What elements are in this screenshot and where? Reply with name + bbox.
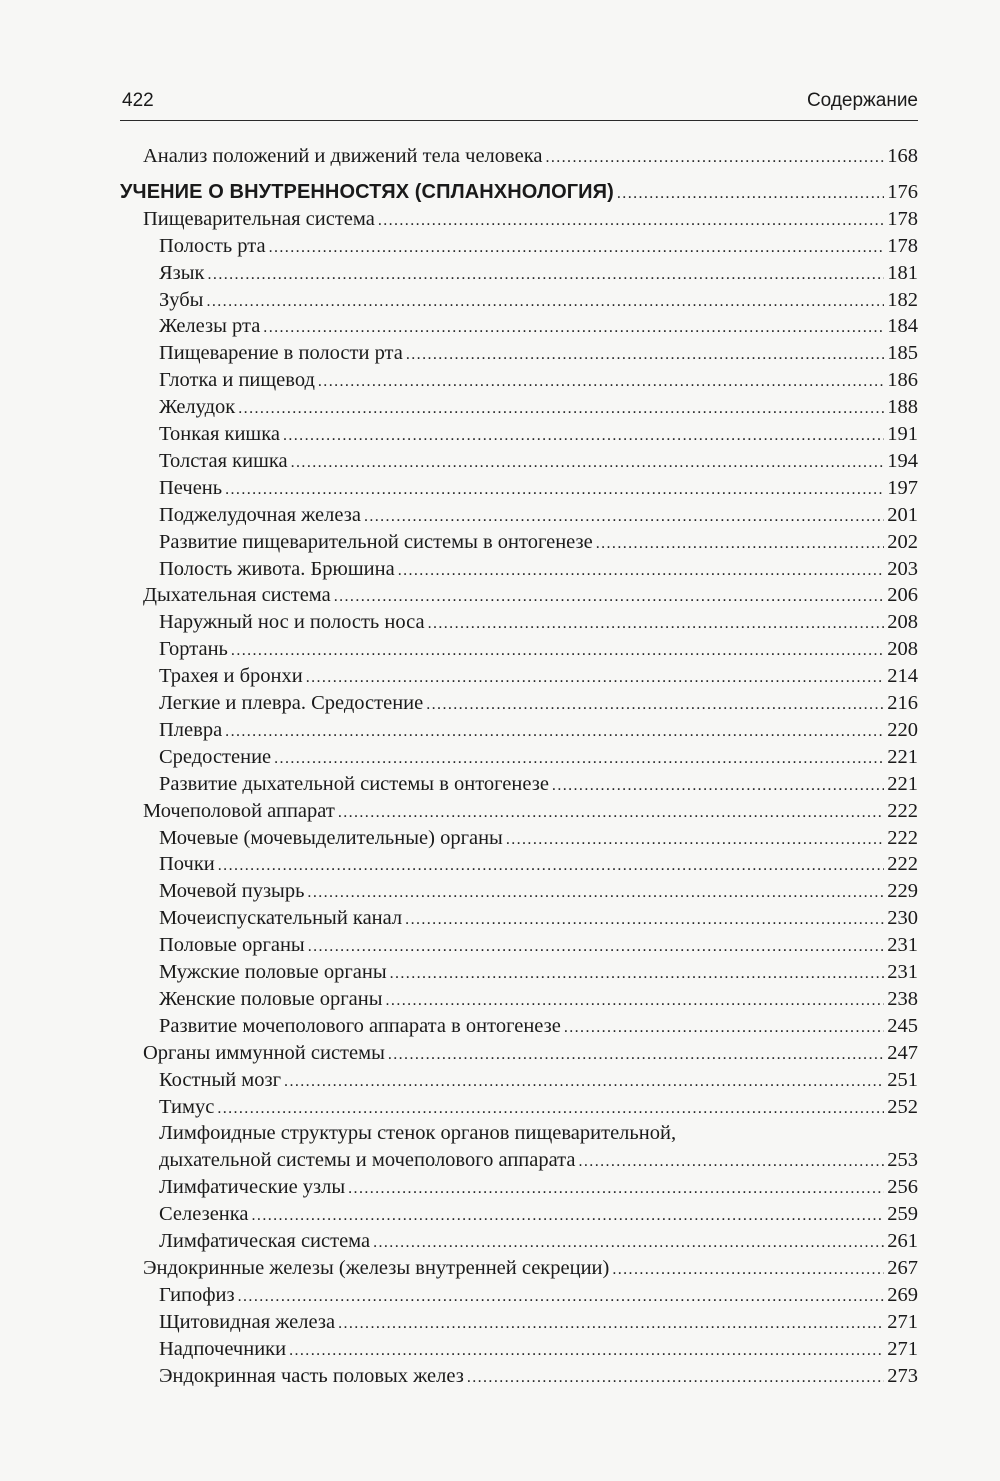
toc-entry[interactable] (159, 959, 918, 988)
dot-leader (426, 692, 884, 719)
toc-entry-title: Железы рта (159, 315, 261, 338)
toc-entry[interactable] (159, 663, 918, 692)
toc-entry[interactable] (143, 582, 918, 611)
toc-entry-title: Плевра (159, 718, 223, 741)
toc-entry[interactable] (159, 690, 918, 719)
toc-entry-page: 231 (887, 934, 918, 957)
dot-leader (208, 262, 885, 289)
toc-entry-page: 182 (887, 288, 918, 311)
toc-entry[interactable] (159, 1147, 918, 1176)
dot-leader (218, 853, 884, 880)
toc-entry[interactable] (159, 475, 918, 504)
dot-leader (564, 1015, 884, 1042)
toc-entry[interactable] (159, 932, 918, 961)
dot-leader (283, 423, 884, 450)
dot-leader (225, 719, 884, 746)
toc-entry[interactable] (159, 448, 918, 477)
toc-entry-title: Полость рта (159, 234, 266, 257)
toc-entry-title: Эндокринная часть половых желез (159, 1364, 464, 1387)
toc-entry[interactable] (159, 878, 918, 907)
toc-entry-page: 271 (887, 1310, 918, 1333)
toc-entry-page: 221 (887, 772, 918, 795)
toc-section-heading[interactable] (120, 179, 918, 208)
dot-leader (552, 773, 884, 800)
toc-entry[interactable] (159, 1336, 918, 1365)
toc-entry-page: 259 (887, 1203, 918, 1226)
dot-leader (545, 145, 884, 172)
toc-entry[interactable] (159, 986, 918, 1015)
toc-entry-page: 231 (887, 961, 918, 983)
toc-entry-title: Язык (159, 261, 205, 284)
dot-leader (338, 800, 884, 827)
dot-leader (238, 1284, 885, 1311)
toc-entry-page: 256 (887, 1176, 918, 1199)
toc-entry-title: Легкие и плевра. Средостение (159, 692, 424, 714)
dot-leader (269, 235, 885, 262)
toc-entry[interactable] (159, 905, 918, 934)
toc-entry-page: 269 (887, 1283, 918, 1306)
dot-leader (225, 477, 884, 504)
toc-entry-title: Мочеиспускательный канал (159, 907, 403, 930)
toc-entry-page: 261 (887, 1230, 918, 1252)
toc-entry-page: 168 (887, 145, 918, 167)
toc-entry-page: 245 (887, 1014, 918, 1037)
dot-leader (467, 1365, 884, 1392)
toc-entry[interactable] (159, 1174, 918, 1203)
dot-leader (364, 504, 884, 531)
toc-entry[interactable] (143, 1255, 918, 1284)
toc-entry-page: 202 (887, 530, 918, 553)
toc-entry-page: 186 (887, 369, 918, 392)
toc-entry[interactable] (143, 143, 918, 172)
dot-leader (334, 584, 885, 611)
toc-entry[interactable] (143, 798, 918, 827)
toc-entry-title: дыхательной системы и мочеполового аппарата (159, 1149, 576, 1172)
toc-entry-title: Наружный нос и полость носа (159, 611, 425, 634)
toc-entry-title: Толстая кишка (159, 449, 288, 472)
toc-entry[interactable] (159, 636, 918, 665)
toc-entry-page: 271 (887, 1337, 918, 1360)
toc-entry-page: 176 (887, 180, 918, 203)
toc-entry-page: 220 (887, 718, 918, 741)
toc-entry-page: 178 (887, 234, 918, 257)
dot-leader (308, 934, 885, 961)
toc-entry-page: 230 (887, 907, 918, 930)
dot-leader (231, 638, 884, 665)
toc-entry-page: 184 (887, 315, 918, 338)
toc-entry-title: Печень (159, 476, 223, 499)
dot-leader (390, 961, 885, 988)
toc-entry-title: Полость живота. Брюшина (159, 557, 395, 580)
dot-leader (206, 289, 884, 316)
toc-entry-page: 267 (887, 1256, 918, 1279)
dot-leader (617, 181, 884, 208)
toc-entry-page: 273 (887, 1364, 918, 1387)
toc-entry-title: Тонкая кишка (159, 423, 280, 445)
toc-entry-title: Пищеварительная система (143, 207, 375, 230)
toc-entry-title: Селезенка (159, 1203, 249, 1226)
toc-entry-title: Лимфатические узлы (159, 1176, 346, 1199)
toc-entry-page: 194 (887, 449, 918, 472)
toc-entry[interactable] (159, 1309, 918, 1338)
dot-leader (596, 531, 885, 558)
toc-entry-title: Половые органы (159, 934, 305, 957)
dot-leader (263, 315, 884, 342)
toc-entry-title: Поджелудочная железа (159, 503, 361, 526)
toc-entry[interactable] (159, 825, 918, 854)
dot-leader (406, 342, 884, 369)
toc-entry-page: 216 (887, 692, 918, 714)
dot-leader (284, 1069, 884, 1096)
toc-entry[interactable] (159, 340, 918, 369)
toc-entry-page: 251 (887, 1068, 918, 1091)
toc-entry[interactable] (159, 1282, 918, 1311)
toc-entry[interactable] (159, 394, 918, 423)
dot-leader (373, 1230, 884, 1257)
dot-leader (386, 988, 885, 1015)
toc-entry-title: Желудок (159, 396, 236, 419)
toc-entry-page: 203 (887, 557, 918, 580)
toc-entry-title: Эндокринные железы (железы внутренней секреции) (143, 1256, 610, 1279)
running-head (120, 86, 918, 121)
toc-entry-title: Лимфатическая система (159, 1230, 371, 1252)
toc-entry-title-first-line: Лимфоидные структуры стенок органов пищеварительной, (159, 1122, 677, 1145)
toc-entry-title: Костный мозг (159, 1068, 282, 1091)
toc-entry-title: Тимус (159, 1095, 215, 1118)
dot-leader (506, 827, 884, 854)
dot-leader (388, 1042, 884, 1069)
toc-entry[interactable] (159, 744, 918, 773)
toc-entry[interactable] (159, 260, 918, 289)
toc-entry-title: Развитие дыхательной системы в онтогенезе (159, 772, 549, 795)
toc-entry-title: Почки (159, 853, 215, 876)
toc-entry[interactable] (159, 717, 918, 746)
toc-entry-page: 206 (887, 584, 918, 607)
toc-entry[interactable] (143, 206, 918, 235)
toc-entry-title: Мочеполовой аппарат (143, 799, 335, 822)
toc-entry-title: Средостение (159, 745, 272, 768)
toc-entry[interactable] (159, 287, 918, 316)
toc-entry-page: 252 (887, 1095, 918, 1118)
toc-entry[interactable] (159, 1013, 918, 1042)
toc-entry[interactable] (159, 367, 918, 396)
toc-entry-page: 247 (887, 1041, 918, 1064)
dot-leader (217, 1096, 884, 1123)
dot-leader (274, 746, 884, 773)
toc-entry[interactable] (159, 1201, 918, 1230)
dot-leader (238, 396, 884, 423)
toc-entry-page: 238 (887, 987, 918, 1010)
toc-entry[interactable] (143, 1040, 918, 1069)
dot-leader (398, 558, 885, 585)
dot-leader (338, 1311, 884, 1338)
toc-entry[interactable] (159, 556, 918, 585)
toc-entry-title: Глотка и пищевод (159, 369, 315, 392)
toc-entry-title: Зубы (159, 288, 204, 311)
toc-entry[interactable] (159, 502, 918, 531)
toc-entry-page: 197 (887, 476, 918, 499)
toc-entry-page: 222 (887, 853, 918, 876)
toc-entry-title: Женские половые органы (159, 987, 383, 1010)
toc-entry-page: 185 (887, 342, 918, 365)
dot-leader (348, 1176, 884, 1203)
dot-leader (612, 1257, 884, 1284)
toc-entry-page: 181 (887, 261, 918, 284)
toc-entry-title: УЧЕНИЕ О ВНУТРЕННОСТЯХ (СПЛАНХНОЛОГИЯ) (120, 180, 614, 203)
toc-entry-title: Дыхательная система (143, 584, 331, 607)
toc-entry-page: 229 (887, 880, 918, 903)
toc-entry-title: Трахея и бронхи (159, 665, 303, 688)
toc-entry-title: Анализ положений и движений тела человека (143, 145, 543, 167)
toc-entry-title: Мочевой пузырь (159, 880, 305, 903)
toc-entry-title: Надпочечники (159, 1337, 287, 1360)
toc-entry[interactable] (159, 851, 918, 880)
toc-entry-page: 191 (887, 423, 918, 445)
toc-entry-page: 253 (887, 1149, 918, 1172)
toc-entry[interactable] (159, 1067, 918, 1096)
toc-entry[interactable] (159, 609, 918, 638)
dot-leader (307, 880, 884, 907)
page-number: 422 (122, 90, 154, 111)
toc-entry[interactable] (159, 1363, 918, 1392)
toc-entry-title: Мужские половые органы (159, 961, 387, 983)
toc-entry[interactable] (159, 233, 918, 262)
dot-leader (579, 1149, 885, 1176)
toc-entry-page: 214 (887, 665, 918, 688)
toc-entry-page: 188 (887, 396, 918, 419)
toc-entry-page: 208 (887, 611, 918, 634)
toc-entry-title: Пищеварение в полости рта (159, 342, 403, 365)
toc-entry[interactable] (159, 771, 918, 800)
dot-leader (318, 369, 884, 396)
toc-entry-page: 178 (887, 207, 918, 230)
toc-entry-title: Гортань (159, 638, 228, 661)
toc-entry-title: Развитие мочеполового аппарата в онтогенезе (159, 1014, 561, 1037)
toc-entry-page: 208 (887, 638, 918, 661)
dot-leader (306, 665, 885, 692)
toc-entry-title: Органы иммунной системы (143, 1041, 385, 1064)
toc-entry[interactable] (159, 1094, 918, 1123)
dot-leader (405, 907, 884, 934)
dot-leader (291, 450, 885, 477)
toc-entry[interactable] (159, 1228, 918, 1257)
toc-entry-page: 221 (887, 745, 918, 768)
toc-entry[interactable] (159, 313, 918, 342)
dot-leader (428, 611, 885, 638)
dot-leader (252, 1203, 885, 1230)
toc-entry-title: Щитовидная железа (159, 1310, 336, 1333)
toc-entry-page: 222 (887, 799, 918, 822)
dot-leader (289, 1338, 884, 1365)
toc-entry-page: 201 (887, 503, 918, 526)
toc-entry-title: Мочевые (мочевыделительные) органы (159, 826, 503, 849)
toc-entry[interactable] (159, 421, 918, 450)
toc-entry-page: 222 (887, 826, 918, 849)
toc-entry[interactable] (159, 529, 918, 558)
toc-entry-title: Гипофиз (159, 1283, 235, 1306)
section-title: Содержание (806, 90, 918, 111)
toc-entry-title: Развитие пищеварительной системы в онтогенезе (159, 530, 593, 553)
dot-leader (378, 208, 884, 235)
